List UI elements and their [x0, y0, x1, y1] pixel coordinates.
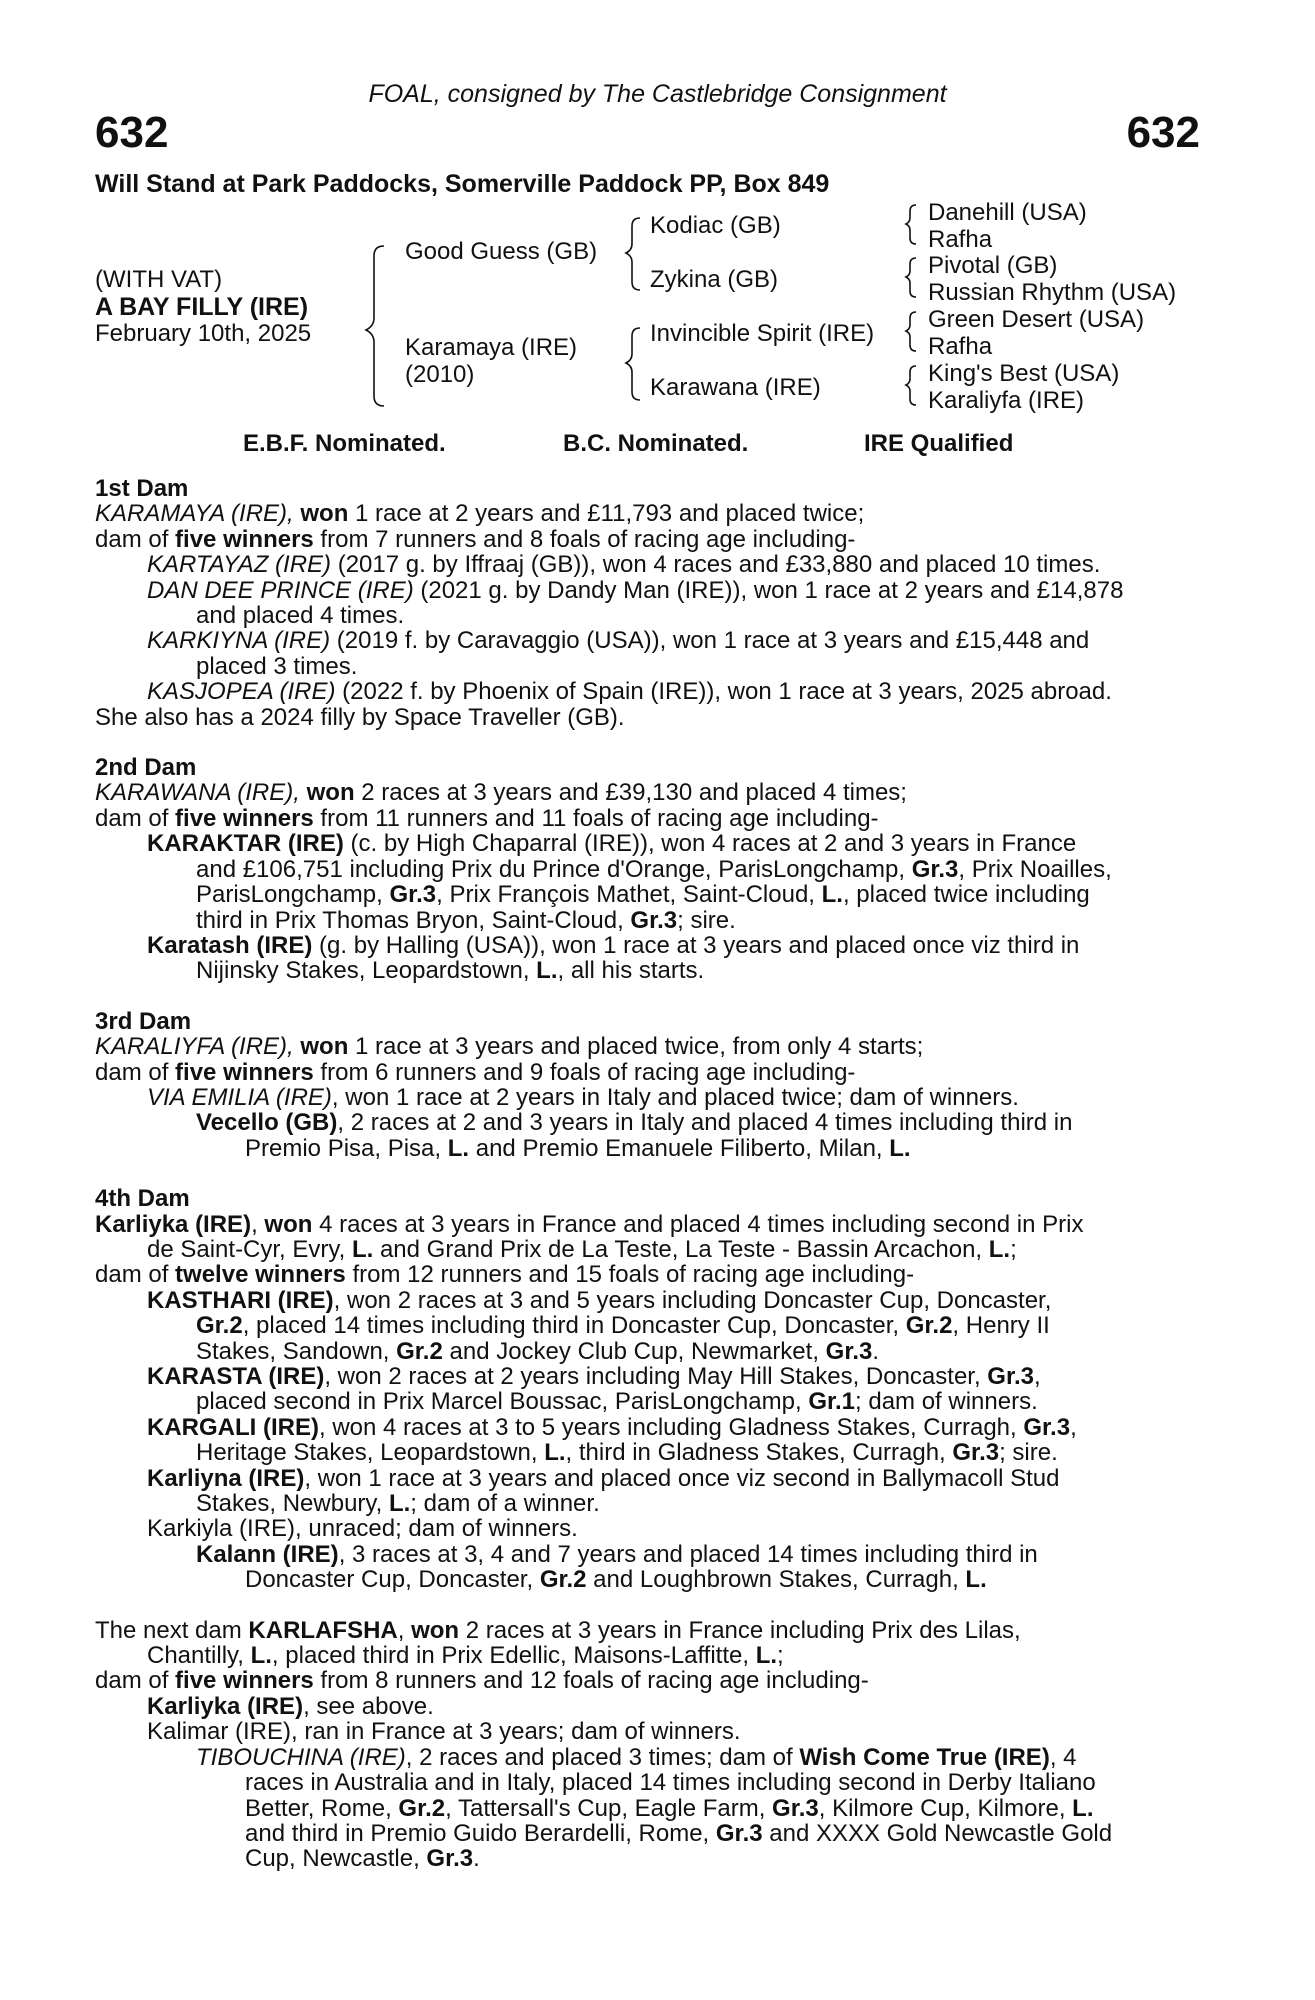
- dam-name: KARAWANA (IRE),: [95, 779, 300, 807]
- produce-record-cont: , placed 14 times including third in Doncaster Cup, Doncaster,: [242, 1312, 906, 1340]
- produce-entry: [95, 933, 1202, 958]
- produce-entry: [95, 679, 1202, 704]
- produce-record-cont: and Premio Emanuele Filiberto, Milan,: [469, 1134, 890, 1162]
- dam-name: KARLAFSHA: [248, 1616, 398, 1644]
- produce-entry: Kalimar (IRE), ran in France at 3 years; dam of winners.: [147, 1718, 741, 1746]
- bc-nomination: B.C. Nominated.: [563, 430, 749, 457]
- grandparent-7: King's Best (USA): [928, 360, 1120, 387]
- winners-count: five winners: [175, 525, 314, 553]
- produce-name: KARKIYNA (IRE): [147, 627, 331, 655]
- grandparent-1: Danehill (USA): [928, 199, 1087, 226]
- winners-detail: from 11 runners and 11 foals of racing age including-: [313, 804, 879, 832]
- listed-label: L.: [351, 1235, 374, 1263]
- race-record: 4 races at 3 years in France and placed 4 times including second in Prix: [312, 1210, 1084, 1238]
- produce-record: , 2 races and placed 3 times; dam of: [405, 1743, 800, 1771]
- won-label: won: [264, 1210, 313, 1238]
- produce-entry: KARASTA (IRE), won 2 races at 2 years including May Hill Stakes, Doncaster, Gr.3,: [147, 1363, 1041, 1390]
- produce-name: VIA EMILIA (IRE): [147, 1083, 332, 1111]
- produce-record-cont: and third in Premio Guido Berardelli, Rome,: [245, 1819, 716, 1847]
- grade-label: Gr.3: [825, 1337, 873, 1365]
- section-title: 2nd Dam: [95, 754, 197, 782]
- dam-name: KARALIYFA (IRE),: [95, 1033, 294, 1061]
- race-record: 1 race at 3 years and placed twice, from only 4 starts;: [348, 1033, 924, 1061]
- winners-detail: from 8 runners and 12 foals of racing age including-: [313, 1667, 869, 1695]
- produce-record: (2021 g. by Dandy Man (IRE)), won 1 race at 2 years and £14,878: [413, 576, 1124, 604]
- race-record: 2 races at 3 years and £39,130 and placed 4 times;: [354, 779, 907, 807]
- second-dam-section: [95, 755, 1202, 984]
- produce-record: , won 4 races at 3 to 5 years including Gladness Stakes, Curragh,: [318, 1413, 1024, 1441]
- produce-name: KASTHARI (IRE): [147, 1286, 334, 1314]
- produce-record-cont: third in Prix Thomas Bryon, Saint-Cloud,: [196, 906, 631, 934]
- produce-record-cont: , Kilmore Cup, Kilmore,: [818, 1794, 1073, 1822]
- ire-qualified: IRE Qualified: [864, 430, 1014, 457]
- listed-label: L.: [988, 1235, 1011, 1263]
- sire: Good Guess (GB): [405, 238, 598, 265]
- grade-label: Gr.3: [952, 1439, 1000, 1467]
- produce-record: , won 1 race at 3 years and placed once viz second in Ballymacoll Stud: [304, 1464, 1060, 1492]
- dam-of-label: dam of: [95, 525, 176, 553]
- produce-name: Kalann (IRE): [196, 1540, 339, 1568]
- produce-record-cont: Nijinsky Stakes, Leopardstown,: [196, 957, 537, 985]
- dam-year: (2010): [405, 361, 475, 388]
- produce-record-cont: and Jockey Club Cup, Newmarket,: [442, 1337, 826, 1365]
- race-record-cont: and Grand Prix de La Teste, La Teste - Bassin Arcachon,: [373, 1235, 989, 1263]
- winners-detail: from 7 runners and 8 foals of racing age including-: [313, 525, 856, 553]
- produce-entry: [95, 628, 1202, 653]
- grandparent-2: Rafha: [928, 226, 993, 253]
- produce-name: Karatash (IRE): [147, 931, 313, 959]
- produce-record-cont: ParisLongchamp,: [196, 881, 390, 909]
- produce-record: , won 2 races at 3 and 5 years including Doncaster Cup, Doncaster,: [333, 1286, 1052, 1314]
- stand-info: Will Stand at Park Paddocks, Somerville Paddock PP, Box 849: [95, 170, 830, 198]
- listed-label: L.: [447, 1134, 470, 1162]
- produce-name: KASJOPEA (IRE): [147, 678, 336, 706]
- produce-record: (2022 f. by Phoenix of Spain (IRE)), won 1 race at 3 years, 2025 abroad.: [335, 678, 1112, 706]
- produce-record: (2017 g. by Iffraaj (GB)), won 4 races and £33,880 and placed 10 times.: [331, 551, 1101, 579]
- produce-record-cont: , Prix François Mathet, Saint-Cloud,: [436, 881, 822, 909]
- first-dam-section: [95, 476, 1202, 730]
- produce-entry: [95, 552, 1202, 577]
- produce-record-cont: placed 3 times.: [196, 652, 358, 680]
- produce-record-cont: ; dam of a winner.: [410, 1490, 600, 1518]
- listed-label: L.: [536, 957, 558, 985]
- grade-label: Gr.3: [987, 1363, 1034, 1390]
- dam: Karamaya (IRE): [405, 334, 578, 361]
- produce-entry: [95, 1694, 1202, 1719]
- produce-name: KARTAYAZ (IRE): [147, 551, 332, 579]
- grand-produce-entry: [95, 1110, 1202, 1135]
- next-dam-section: The next dam KARLAFSHA, won 2 races at 3 years in France including Prix des Lilas, Chantilly, L., placed third in Prix Edellic, Maisons-Laffitte, L.; dam of five winners from 8 runners and 12 foals of racing age including- Karliyka (IRE), see above. Kalimar (IRE), ran in France at 3 years; dam of winners. TIBOUCHINA (IRE), 2 races and placed 3 times; dam of Wish Come True (IRE), 4 races in Australia and in Italy, placed 14 times including second in Derby Italiano Better, Rome, Gr.2, Tattersall's Cup, Eagle Farm, Gr.3, Kilmore Cup, Kilmore, L. and third in Premio Guido Berardelli, Rome, Gr.3 and XXXX Gold Newcastle Gold Cup, Newcastle, Gr.3.: [95, 1618, 1202, 1872]
- produce-record-cont: ; sire.: [999, 1439, 1058, 1467]
- grandparent-4: Russian Rhythm (USA): [928, 279, 1177, 306]
- horse-name: A BAY FILLY (IRE): [95, 293, 309, 321]
- produce-entry: KARGALI (IRE), won 4 races at 3 to 5 years including Gladness Stakes, Curragh, Gr.3,: [147, 1413, 1077, 1441]
- produce-record-cont: and XXXX Gold Newcastle Gold: [762, 1819, 1113, 1847]
- produce-record: , won 1 race at 2 years in Italy and placed twice; dam of winners.: [331, 1083, 1019, 1111]
- produce-record-cont: , Prix Noailles,: [958, 855, 1112, 883]
- lot-number-left: 632: [95, 108, 169, 157]
- race-record-cont: de Saint-Cyr, Evry,: [147, 1235, 352, 1263]
- catalogue-body: [95, 476, 1202, 1897]
- produce-name: DAN DEE PRINCE (IRE): [147, 576, 414, 604]
- winners-count: twelve winners: [175, 1261, 346, 1289]
- sire-dam: Zykina (GB): [650, 266, 779, 293]
- produce-record: (2019 f. by Caravaggio (USA)), won 1 race at 3 years and £15,448 and: [330, 627, 1090, 655]
- listed-label: L.: [388, 1490, 411, 1518]
- grade-label: Gr.1: [808, 1388, 856, 1416]
- grade-label: Gr.3: [772, 1794, 819, 1822]
- produce-record-cont: Cup, Newcastle,: [245, 1845, 427, 1873]
- produce-name: KARASTA (IRE): [147, 1363, 325, 1390]
- produce-name: TIBOUCHINA (IRE): [196, 1743, 406, 1771]
- produce-record: , see above.: [303, 1692, 434, 1720]
- grade-label: Gr.2: [196, 1312, 243, 1340]
- produce-record: , 4: [1049, 1743, 1077, 1771]
- produce-record-cont: Doncaster Cup, Doncaster,: [245, 1566, 540, 1594]
- listed-label: L.: [1072, 1794, 1094, 1822]
- grand-produce-entry: [95, 1745, 1202, 1770]
- produce-name: Karliyka (IRE): [147, 1692, 304, 1720]
- ebf-nomination: E.B.F. Nominated.: [243, 430, 446, 457]
- produce-name: Vecello (GB): [196, 1109, 338, 1137]
- fourth-dam-section: 4th Dam Karliyka (IRE), won 4 races at 3 years in France and placed 4 times including second in Prix de Saint-Cyr, Evry, L. and Grand Prix de La Teste, La Teste - Bassin Arcachon, L.; dam of twelve winners from 12 runners and 15 foals of racing age including- KASTHARI (IRE), won 2 races at 3 and 5 years including Doncaster Cup, Doncaster, Gr.2, placed 14 times including third in Doncaster Cup, Doncaster, Gr.2, Henry II Stakes, Sandown, Gr.2 and Jockey Club Cup, Newmarket, Gr.3. KARASTA (IRE), won 2 races at 2 years including May Hill Stakes, Doncaster, Gr.3, placed second in Prix Marcel Boussac, ParisLongchamp, Gr.1; dam of winners. KARGALI (IRE), won 4 races at 3 to 5 years including Gladness Stakes, Curragh, Gr.3, Heritage Stakes, Leopardstown, L., third in Gladness Stakes, Curragh, Gr.3; sire. Karliyna (IRE), won 1 race at 3 years and placed once viz second in Ballymacoll Stud Stakes, Newbury, L.; dam of a winner. Karkiyla (IRE), unraced; dam of winners. Kalann (IRE), 3 races at 3, 4 and 7 years and placed 14 times including third in Doncaster Cup, Doncaster, Gr.2 and Loughbrown Stakes, Curragh, L.: [95, 1186, 1202, 1593]
- listed-label: L.: [965, 1566, 987, 1594]
- dam-of-label: dam of: [95, 1058, 176, 1086]
- listed-label: L.: [250, 1642, 272, 1670]
- produce-record-cont: and Loughbrown Stakes, Curragh,: [586, 1566, 966, 1594]
- grand-produce-entry: [95, 1542, 1202, 1567]
- produce-record-cont: races in Australia and in Italy, placed 14 times including second in Derby Italiano: [245, 1769, 1096, 1797]
- produce-record-cont: , all his starts.: [557, 957, 705, 985]
- grade-label: Gr.3: [426, 1845, 474, 1873]
- section-title: 3rd Dam: [95, 1007, 192, 1035]
- grade-label: Gr.3: [389, 881, 437, 909]
- produce-entry: [95, 831, 1202, 856]
- section-title: 1st Dam: [95, 475, 189, 502]
- winners-count: five winners: [175, 1667, 314, 1695]
- foaled-date: February 10th, 2025: [95, 320, 312, 347]
- produce-name: KARAKTAR (IRE): [147, 830, 344, 858]
- produce-record: , 3 races at 3, 4 and 7 years and placed 14 times including third in: [338, 1540, 1038, 1568]
- grandparent-3: Pivotal (GB): [928, 252, 1058, 279]
- won-label: won: [411, 1616, 460, 1644]
- produce-name: Wish Come True (IRE): [799, 1743, 1050, 1771]
- grade-label: Gr.2: [905, 1312, 953, 1340]
- next-dam-intro: The next dam: [95, 1616, 249, 1644]
- produce-entry: [95, 578, 1202, 603]
- winners-detail: from 12 runners and 15 foals of racing age including-: [345, 1261, 915, 1289]
- produce-entry: Karkiyla (IRE), unraced; dam of winners.: [147, 1515, 578, 1543]
- third-dam-section: [95, 1009, 1202, 1161]
- listed-label: L.: [821, 881, 843, 909]
- dam-name: Karliyka (IRE): [95, 1210, 252, 1238]
- winners-count: five winners: [175, 1058, 314, 1086]
- grade-label: Gr.3: [1023, 1413, 1071, 1441]
- produce-record-cont: ; sire.: [677, 906, 736, 934]
- vat-note: (WITH VAT): [95, 266, 223, 293]
- dam-dam: Karawana (IRE): [650, 374, 821, 401]
- produce-record-cont: and placed 4 times.: [196, 602, 405, 630]
- dam-sire: Invincible Spirit (IRE): [650, 320, 875, 347]
- listed-label: L.: [544, 1439, 566, 1467]
- produce-record-cont: , Tattersall's Cup, Eagle Farm,: [445, 1794, 773, 1822]
- grandparent-6: Rafha: [928, 333, 993, 360]
- produce-record-cont: , Henry II: [952, 1312, 1050, 1340]
- listed-label: L.: [755, 1642, 778, 1670]
- grade-label: Gr.2: [539, 1566, 587, 1594]
- lot-number-right: 632: [1126, 108, 1200, 157]
- produce-record-cont: , placed twice including: [842, 881, 1090, 909]
- race-record: 1 race at 2 years and £11,793 and placed twice;: [348, 500, 865, 528]
- produce-record: (g. by Halling (USA)), won 1 race at 3 years and placed once viz third in: [312, 931, 1080, 959]
- grade-label: Gr.3: [911, 855, 959, 883]
- produce-record-cont: placed second in Prix Marcel Boussac, ParisLongchamp,: [196, 1388, 809, 1416]
- won-label: won: [306, 779, 355, 807]
- listed-label: L.: [889, 1134, 911, 1162]
- produce-entry: [95, 1466, 1202, 1491]
- produce-name: Karliyna (IRE): [147, 1464, 305, 1492]
- produce-entry: [95, 1085, 1202, 1110]
- sire-sire: Kodiac (GB): [650, 212, 781, 239]
- grandparent-5: Green Desert (USA): [928, 306, 1145, 333]
- dam-of-label: dam of: [95, 1667, 176, 1695]
- race-record: 2 races at 3 years in France including Prix des Lilas,: [459, 1616, 1021, 1644]
- produce-entry: [95, 1288, 1202, 1313]
- produce-record: , 2 races at 2 and 3 years in Italy and placed 4 times including third in: [337, 1109, 1073, 1137]
- race-record-cont: , placed third in Prix Edellic, Maisons-Laffitte,: [271, 1642, 756, 1670]
- won-label: won: [300, 500, 349, 528]
- produce-record: (c. by High Chaparral (IRE)), won 4 races at 2 and 3 years in France: [343, 830, 1077, 858]
- consignment-line: FOAL, consigned by The Castlebridge Consignment: [368, 80, 947, 108]
- produce-record-cont: Premio Pisa, Pisa,: [245, 1134, 448, 1162]
- section-title: 4th Dam: [95, 1185, 190, 1213]
- winners-count: five winners: [175, 804, 314, 832]
- dam-name: KARAMAYA (IRE),: [95, 500, 294, 528]
- grade-label: Gr.2: [398, 1794, 446, 1822]
- won-label: won: [300, 1033, 349, 1061]
- produce-record-cont: ; dam of winners.: [855, 1388, 1038, 1416]
- winners-detail: from 6 runners and 9 foals of racing age including-: [313, 1058, 856, 1086]
- produce-record-cont: , third in Gladness Stakes, Curragh,: [565, 1439, 953, 1467]
- produce-record-cont: Better, Rome,: [245, 1794, 399, 1822]
- dam-of-label: dam of: [95, 804, 176, 832]
- also-has-note: She also has a 2024 filly by Space Traveller (GB).: [95, 703, 625, 731]
- produce-record-cont: Stakes, Newbury,: [196, 1490, 389, 1518]
- grandparent-8: Karaliyfa (IRE): [928, 387, 1085, 414]
- produce-record-cont: Stakes, Sandown,: [196, 1337, 397, 1365]
- produce-name: KARGALI (IRE): [147, 1413, 319, 1441]
- produce-record-cont: and £106,751 including Prix du Prince d'Orange, ParisLongchamp,: [196, 855, 912, 883]
- grade-label: Gr.3: [630, 906, 678, 934]
- grade-label: Gr.3: [715, 1819, 763, 1847]
- grade-label: Gr.2: [396, 1337, 443, 1365]
- produce-record-cont: Heritage Stakes, Leopardstown,: [196, 1439, 545, 1467]
- dam-of-label: dam of: [95, 1261, 176, 1289]
- race-record-cont: Chantilly,: [147, 1642, 251, 1670]
- produce-record: , won 2 races at 2 years including May Hill Stakes, Doncaster,: [324, 1363, 988, 1390]
